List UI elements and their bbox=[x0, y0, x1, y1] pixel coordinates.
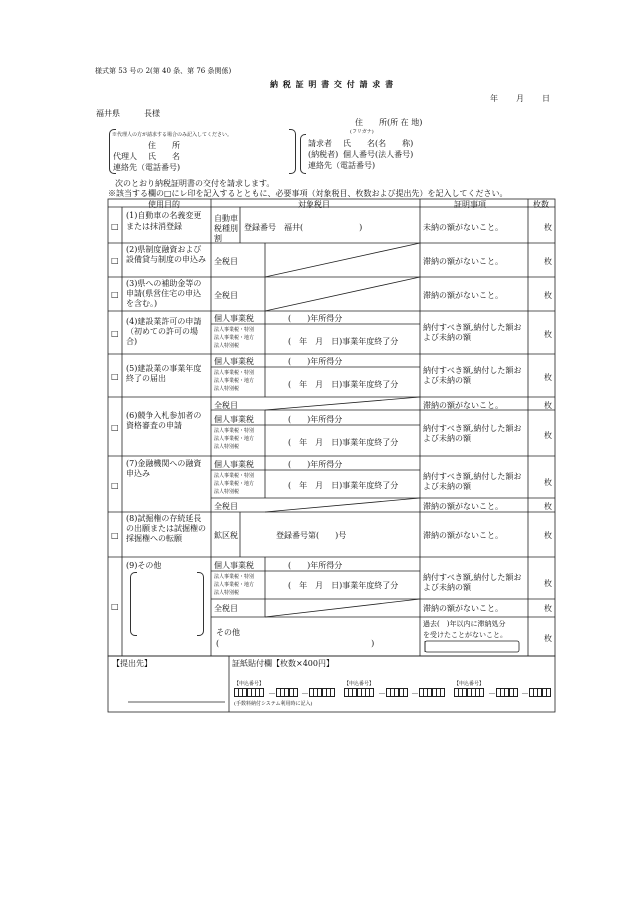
corp-line-7b: 法人事業税・地方 bbox=[214, 481, 255, 487]
intro-text: 次のとおり納税証明書の交付を請求します。 bbox=[115, 179, 275, 188]
corp-line-4a: 法人事業税・特別 bbox=[214, 327, 255, 333]
tax-vehicle: 自動車税種別割 bbox=[214, 214, 238, 243]
cert-6a: 滞納の額がないこと。 bbox=[423, 401, 503, 410]
cert-7a: 納付すべき額,納付した額および未納の額 bbox=[423, 472, 522, 491]
other-bracket-left bbox=[130, 572, 137, 636]
purpose-4: (4)建設業許可の申請（初めての許可の場合) bbox=[126, 317, 202, 346]
count-5[interactable]: 枚 bbox=[544, 373, 552, 382]
tax-all-9: 全税目 bbox=[214, 604, 238, 613]
count-1[interactable]: 枚 bbox=[544, 223, 552, 232]
app-number-boxes-2c[interactable] bbox=[419, 688, 444, 697]
agent-contact-label: 連絡先（電話番号) bbox=[113, 163, 181, 172]
count-2[interactable]: 枚 bbox=[544, 257, 552, 266]
corp-line-5c: 法人特別税 bbox=[214, 386, 240, 392]
cert-7b: 滞納の額がないこと。 bbox=[423, 502, 503, 511]
page-title: 納 税 証 明 書 交 付 請 求 書 bbox=[270, 79, 395, 89]
corp-line-4c: 法人特別税 bbox=[214, 343, 240, 349]
checkbox-5[interactable]: □ bbox=[111, 372, 119, 381]
individual-tax-5: 個人事業税 bbox=[214, 357, 254, 366]
cert-3: 滞納の額がないこと。 bbox=[423, 291, 503, 300]
count-8[interactable]: 枚 bbox=[544, 531, 552, 540]
app-number-boxes-1b[interactable] bbox=[276, 688, 297, 697]
purpose-1: (1)自動車の名義変更または抹消登録 bbox=[126, 211, 202, 231]
corp-line-7a: 法人事業税・特別 bbox=[214, 473, 255, 479]
individual-detail-4[interactable]: ( )年所得分 bbox=[288, 314, 343, 323]
checkbox-4[interactable]: □ bbox=[111, 329, 119, 338]
count-9a[interactable]: 枚 bbox=[544, 579, 552, 588]
count-7a[interactable]: 枚 bbox=[544, 478, 552, 487]
detail-mining-reg[interactable]: 登録番号第( )号 bbox=[276, 531, 347, 540]
purpose-3: (3)県への補助金等の申請(県営住宅の申込を含む。) bbox=[126, 279, 202, 308]
count-9b[interactable]: 枚 bbox=[544, 604, 552, 613]
app-number-dash: － bbox=[378, 689, 386, 698]
app-number-dash: － bbox=[411, 689, 419, 698]
tax-all-2: 全税目 bbox=[214, 257, 238, 266]
requester-bracket-left bbox=[300, 134, 306, 174]
individual-tax-7: 個人事業税 bbox=[214, 460, 254, 469]
checkbox-9[interactable]: □ bbox=[111, 602, 119, 611]
individual-tax-4: 個人事業税 bbox=[214, 314, 254, 323]
other-label: その他 bbox=[216, 628, 240, 637]
count-7b[interactable]: 枚 bbox=[544, 502, 552, 511]
individual-detail-6[interactable]: ( )年所得分 bbox=[288, 415, 343, 424]
name-label: 氏 名(名 称) bbox=[343, 139, 414, 148]
cert-9c-line2: を受けたことがないこと。 bbox=[423, 631, 507, 639]
individual-detail-9[interactable]: ( )年所得分 bbox=[288, 561, 343, 570]
app-number-boxes-2a[interactable] bbox=[344, 688, 373, 697]
tax-all-7: 全税目 bbox=[214, 502, 238, 511]
individual-detail-5[interactable]: ( )年所得分 bbox=[288, 357, 343, 366]
app-number-boxes-3c[interactable] bbox=[529, 688, 550, 697]
individual-tax-6: 個人事業税 bbox=[214, 415, 254, 424]
furigana-label: (フリガナ) bbox=[350, 129, 374, 135]
count-9c[interactable]: 枚 bbox=[544, 634, 552, 643]
app-number-label-3: 【申込番号】 bbox=[454, 681, 485, 687]
form-number: 様式第 53 号の 2(第 40 条、第 76 条関係) bbox=[95, 67, 232, 75]
cert-6b: 納付すべき額,納付した額および未納の額 bbox=[423, 424, 522, 443]
cert-8: 滞納の額がないこと。 bbox=[423, 531, 503, 540]
corp-line-5b: 法人事業税・地方 bbox=[214, 378, 255, 384]
checkbox-3[interactable]: □ bbox=[111, 290, 119, 299]
app-number-dash: － bbox=[521, 689, 529, 698]
tax-all-3: 全税目 bbox=[214, 291, 238, 300]
app-number-label-2: 【申込番号】 bbox=[344, 681, 375, 687]
corp-line-9b: 法人事業税・地方 bbox=[214, 582, 255, 588]
count-3[interactable]: 枚 bbox=[544, 291, 552, 300]
fee-note: (手数料納付システム利用時に記入) bbox=[234, 701, 313, 707]
app-number-boxes-3b[interactable] bbox=[496, 688, 517, 697]
corp-detail-7[interactable]: ( 年 月 日)事業年度終了分 bbox=[288, 481, 399, 490]
corp-line-5a: 法人事業税・特別 bbox=[214, 370, 255, 376]
address-label: 住 所(所 在 地) bbox=[355, 118, 423, 127]
app-number-dash: － bbox=[488, 689, 496, 698]
instruction-text: ※該当する欄の□にレ印を記入するとともに、必要事項（対象税目、枚数および提出先）を記入してください。 bbox=[108, 189, 508, 198]
date-year: 年 bbox=[490, 94, 498, 103]
other-input[interactable]: ( ) bbox=[216, 639, 375, 648]
requester-label: 請求者 bbox=[308, 139, 332, 148]
cert-9c-line1: 過去( )年以内に滞納処分 bbox=[423, 620, 506, 628]
app-number-boxes-1c[interactable] bbox=[309, 688, 334, 697]
app-number-dash: － bbox=[268, 689, 276, 698]
corp-line-6a: 法人事業税・特別 bbox=[214, 428, 255, 434]
agent-bracket-right bbox=[289, 129, 296, 174]
app-number-boxes-2b[interactable] bbox=[386, 688, 407, 697]
header-cert: 証明事項 bbox=[454, 200, 486, 209]
cert-2: 滞納の額がないこと。 bbox=[423, 257, 503, 266]
taxpayer-label: (納税者) bbox=[308, 150, 339, 159]
cert-9a: 納付すべき額,納付した額および未納の額 bbox=[423, 573, 522, 592]
checkbox-6[interactable]: □ bbox=[111, 423, 119, 432]
stamp-label: 証紙貼付欄【枚数×400円】 bbox=[232, 659, 334, 668]
tax-mining: 鉱区税 bbox=[214, 531, 238, 540]
mynumber-label: 個人番号(法人番号) bbox=[343, 150, 414, 159]
corp-line-9c: 法人特別税 bbox=[214, 590, 240, 596]
checkbox-8[interactable]: □ bbox=[111, 531, 119, 540]
date-day: 日 bbox=[542, 94, 550, 103]
corp-line-6c: 法人特別税 bbox=[214, 444, 240, 450]
header-purpose: 使用目的 bbox=[148, 200, 180, 209]
app-number-label-1: 【申込番号】 bbox=[234, 681, 265, 687]
purpose-9: (9)その他 bbox=[126, 561, 162, 570]
tax-all-6: 全税目 bbox=[214, 401, 238, 410]
individual-detail-7[interactable]: ( )年所得分 bbox=[288, 460, 343, 469]
cert-9b: 滞納の額がないこと。 bbox=[423, 604, 503, 613]
checkbox-7[interactable]: □ bbox=[111, 481, 119, 490]
purpose-5: (5)建設業の事業年度終了の届出 bbox=[126, 364, 202, 383]
count-6b[interactable]: 枚 bbox=[544, 431, 552, 440]
corp-line-9a: 法人事業税・特別 bbox=[214, 574, 255, 580]
cert-4: 納付すべき額,納付した額および未納の額 bbox=[423, 323, 522, 342]
app-number-boxes-3a[interactable] bbox=[454, 688, 483, 697]
count-4[interactable]: 枚 bbox=[544, 330, 552, 339]
other-bracket-right bbox=[197, 572, 204, 636]
checkbox-2[interactable]: □ bbox=[111, 256, 119, 265]
detail-registration[interactable]: 登録番号 福井( ) bbox=[244, 223, 363, 232]
purpose-8: (8)試掘権の存続延長の出願または試掘権の採掘権への転願 bbox=[126, 514, 206, 543]
addressee: 福井県 長様 bbox=[96, 109, 160, 118]
cert-5: 納付すべき額,納付した額および未納の額 bbox=[423, 366, 522, 385]
contact-label: 連絡先（電話番号) bbox=[308, 161, 376, 170]
corp-line-7c: 法人特別税 bbox=[214, 489, 240, 495]
app-number-boxes-1a[interactable] bbox=[234, 688, 263, 697]
agent-address-label: 住 所 bbox=[148, 141, 180, 150]
corp-detail-6[interactable]: ( 年 月 日)事業年度終了分 bbox=[288, 438, 399, 447]
header-count: 枚数 bbox=[533, 200, 549, 209]
corp-detail-4[interactable]: ( 年 月 日)事業年度終了分 bbox=[288, 337, 399, 346]
submit-label: 【提出先】 bbox=[112, 659, 152, 668]
purpose-2: (2)県制度融資および設備貸与制度の申込み bbox=[126, 245, 206, 264]
purpose-6: (6)競争入札参加者の資格審査の申請 bbox=[126, 411, 202, 430]
purpose-7: (7)金融機関への融資申込み bbox=[126, 459, 202, 478]
corp-detail-5[interactable]: ( 年 月 日)事業年度終了分 bbox=[288, 380, 399, 389]
count-6a[interactable]: 枚 bbox=[544, 401, 552, 410]
checkbox-1[interactable]: □ bbox=[111, 222, 119, 231]
agent-label: 代理人 bbox=[113, 152, 137, 161]
corp-line-4b: 法人事業税・地方 bbox=[214, 335, 255, 341]
header-tax: 対象税目 bbox=[298, 200, 330, 209]
agent-name-label: 氏 名 bbox=[148, 152, 180, 161]
agent-note: ※代理人の方が請求する場合のみ記入してください。 bbox=[112, 132, 233, 138]
corp-detail-9[interactable]: ( 年 月 日)事業年度終了分 bbox=[288, 581, 399, 590]
cert-1: 未納の額がないこと。 bbox=[423, 223, 503, 232]
individual-tax-9: 個人事業税 bbox=[214, 561, 254, 570]
date-month: 月 bbox=[516, 94, 524, 103]
app-number-dash: － bbox=[301, 689, 309, 698]
corp-line-6b: 法人事業税・地方 bbox=[214, 436, 255, 442]
